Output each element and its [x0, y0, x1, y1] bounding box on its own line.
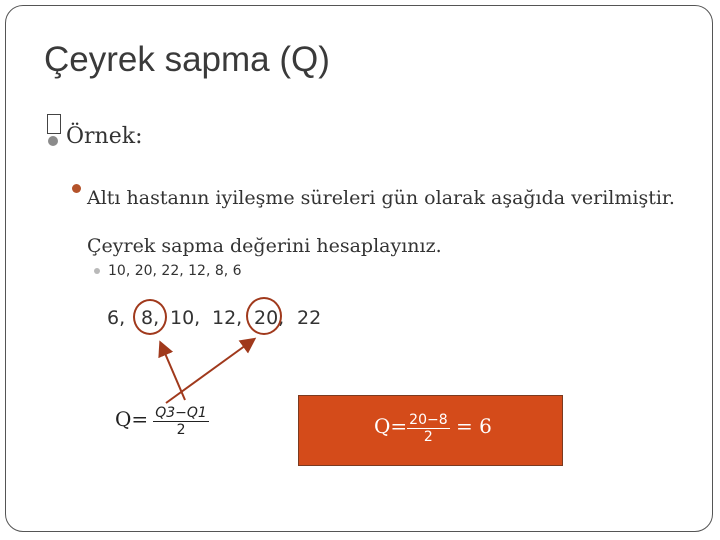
result-fraction — [407, 412, 449, 445]
series-value: 22 — [297, 307, 322, 329]
series-value: 12, — [212, 307, 243, 329]
result-box — [298, 395, 563, 466]
result-denominator: 2 — [423, 429, 433, 445]
result-numerator: 20−8 — [409, 412, 448, 428]
problem-text: Altı hastanın iyileşme süreleri gün olarak aşağıda verilmiştir. Çeyrek sapma değerini hesaplayınız. — [87, 187, 675, 257]
result-value: = 6 — [449, 414, 492, 438]
result-formula — [374, 412, 492, 445]
series-value-q3: 20, — [254, 307, 285, 329]
formula-lhs: Q= — [115, 407, 149, 431]
series-value: 10, — [170, 307, 201, 329]
series-value: 6, — [107, 307, 126, 329]
series-value-q1: 8, — [141, 307, 160, 329]
slide-title: Çeyrek sapma (Q) — [44, 40, 330, 79]
example-heading: Örnek: — [66, 124, 143, 149]
raw-data-list: 10, 20, 22, 12, 8, 6 — [108, 263, 242, 279]
arrow-to-q3 — [166, 340, 253, 403]
formula-fraction — [153, 405, 209, 438]
formula-numerator: Q3−Q1 — [155, 405, 207, 421]
result-lhs: Q= — [374, 414, 408, 438]
formula-denominator: 2 — [176, 422, 186, 438]
q-formula — [115, 405, 209, 438]
